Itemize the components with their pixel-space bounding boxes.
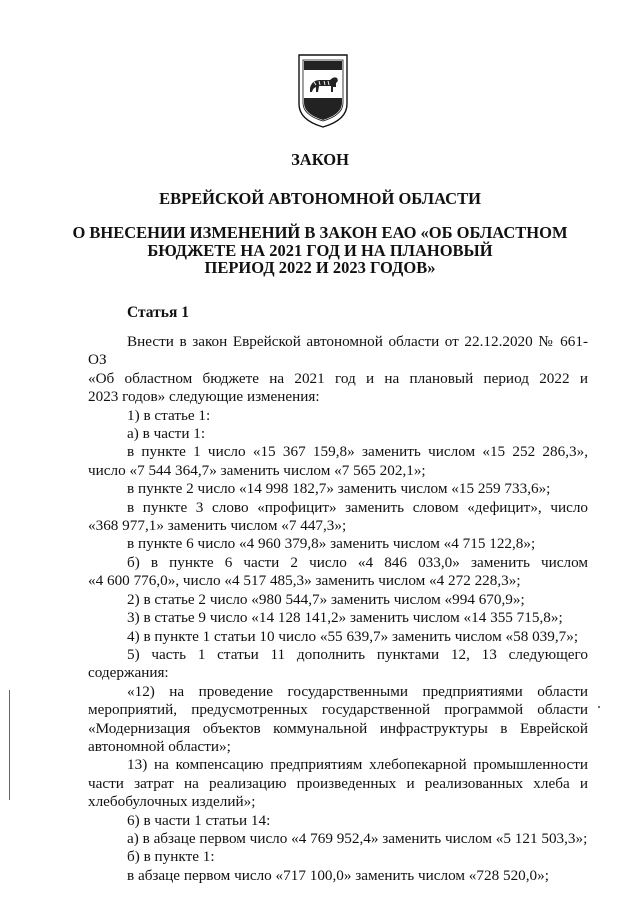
body-line: хлебобулочных изделий»; — [88, 793, 256, 811]
body-line: 13) на компенсацию предприятиям хлебопекарной промышленности — [127, 756, 588, 774]
body-line: части затрат на реализацию произведенных и реализованных хлеба и — [88, 774, 588, 792]
body-line: 2) в статье 2 число «980 544,7» заменить числом «994 670,9»; — [127, 590, 525, 608]
body-line: а) в части 1: — [127, 425, 206, 443]
article-body — [88, 333, 588, 885]
body-line: в пункте 1 число «15 367 159,8» заменить числом «15 252 286,3», — [127, 443, 588, 461]
body-line: в пункте 2 число «14 998 182,7» заменить числом «15 259 733,6»; — [127, 480, 551, 498]
scan-speck — [598, 706, 600, 708]
law-heading: ЗАКОН — [291, 150, 349, 169]
body-line: Внести в закон Еврейской автономной области от 22.12.2020 № 661-ОЗ — [88, 333, 588, 369]
body-line: в пункте 6 число «4 960 379,8» заменить числом «4 715 122,8»; — [127, 535, 536, 553]
article-heading: Статья 1 — [127, 304, 189, 321]
body-line: 6) в части 1 статьи 14: — [127, 811, 271, 829]
body-line: автономной области»; — [88, 737, 231, 755]
body-line: число «7 544 364,7» заменить числом «7 565 202,1»; — [88, 461, 426, 479]
body-line: мероприятий, предусмотренных государственной программой области — [88, 701, 588, 719]
coat-of-arms-emblem — [298, 54, 348, 128]
body-line: в абзаце первом число «717 100,0» заменить числом «728 520,0»; — [127, 866, 549, 884]
body-line: б) в пункте 1: — [127, 848, 215, 866]
body-line: «12) на проведение государственными предприятиями области — [127, 682, 588, 700]
body-line: «368 977,1» заменить числом «7 447,3»; — [88, 517, 347, 535]
region-heading: ЕВРЕЙСКОЙ АВТОНОМНОЙ ОБЛАСТИ — [159, 189, 481, 208]
scan-edge-line — [9, 690, 10, 800]
law-title-line: ПЕРИОД 2022 И 2023 ГОДОВ» — [204, 258, 436, 277]
law-title-line: О ВНЕСЕНИИ ИЗМЕНЕНИЙ В ЗАКОН ЕАО «ОБ ОБЛАСТНОМ — [72, 223, 568, 242]
body-line: содержания: — [88, 664, 169, 682]
body-line: а) в абзаце первом число «4 769 952,4» заменить числом «5 121 503,3»; — [127, 829, 588, 847]
body-line: «Об областном бюджете на 2021 год и на плановый период 2022 и — [88, 369, 588, 387]
body-line: в пункте 3 слово «профицит» заменить словом «дефицит», число — [127, 498, 588, 516]
body-line: б) в пункте 6 части 2 число «4 846 033,0» заменить числом — [127, 553, 588, 571]
body-line: «4 600 776,0», число «4 517 485,3» заменить числом «4 272 228,3»; — [88, 572, 521, 590]
law-title-line: БЮДЖЕТЕ НА 2021 ГОД И НА ПЛАНОВЫЙ — [147, 240, 493, 260]
body-line: 5) часть 1 статьи 11 дополнить пунктами 12, 13 следующего — [127, 645, 588, 663]
law-title — [0, 224, 640, 277]
body-line: 4) в пункте 1 статьи 10 число «55 639,7» заменить числом «58 039,7»; — [127, 627, 579, 645]
body-line: 3) в статье 9 число «14 128 141,2» заменить числом «14 355 715,8»; — [127, 609, 563, 627]
body-line: «Модернизация объектов коммунальной инфраструктуры в Еврейской — [88, 719, 588, 737]
body-line: 1) в статье 1: — [127, 406, 211, 424]
body-line: 2023 годов» следующие изменения: — [88, 388, 320, 406]
